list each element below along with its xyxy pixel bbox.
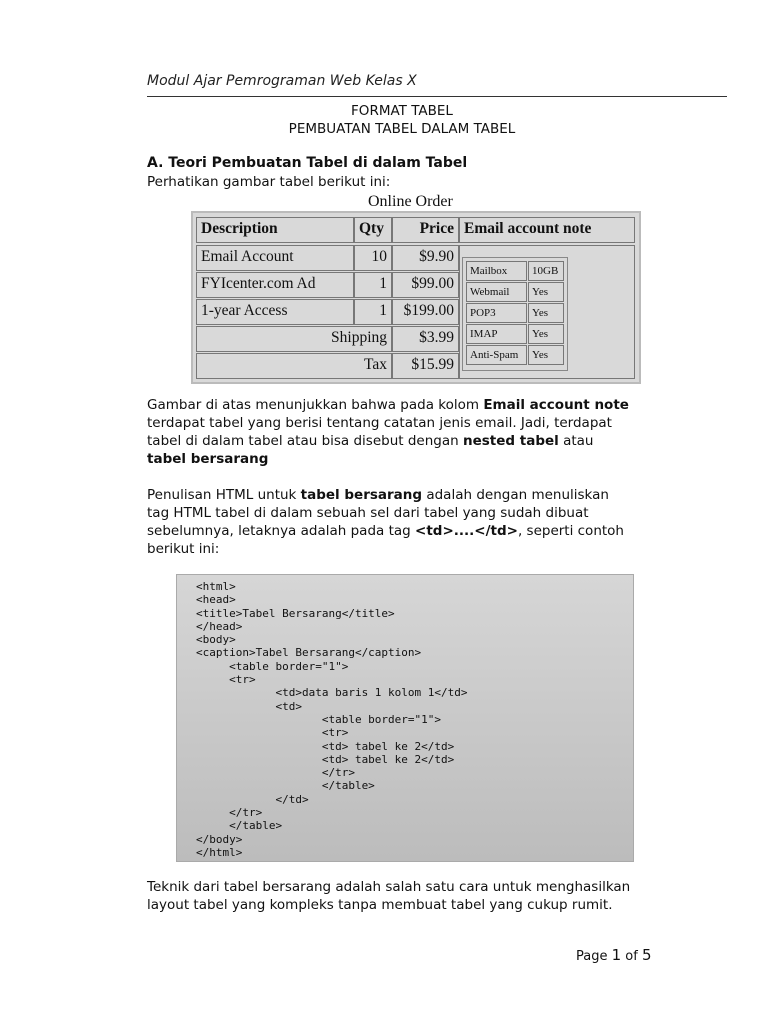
para2-text-a: Penulisan HTML untuk [147, 487, 301, 503]
col-header-description: Description [196, 217, 354, 243]
col-header-email-note: Email account note [459, 217, 635, 243]
cell-qty-2: 1 [354, 272, 392, 298]
cell-price-1: $9.90 [392, 245, 459, 271]
page-subtitle: PEMBUATAN TABEL DALAM TABEL [288, 121, 516, 137]
page-title: FORMAT TABEL [351, 103, 453, 119]
current-page: 1 [611, 946, 622, 964]
cell-shipping-value: $3.99 [392, 326, 459, 352]
para1-text-d: tabel di dalam tabel atau bisa disebut dengan [147, 433, 463, 449]
cell-qty-1: 10 [354, 245, 392, 271]
para1-bold-bersarang: tabel bersarang [147, 451, 269, 467]
document-header: Modul Ajar Pemrograman Web Kelas X [147, 73, 417, 89]
para2-bold-td-tag: <td>....</td> [415, 523, 518, 539]
paragraph-3 [147, 878, 667, 914]
cell-desc-1: Email Account [196, 245, 354, 271]
header-rule [147, 96, 727, 97]
figure-caption: Online Order [368, 193, 453, 210]
code-listing: <html> <head> <title>Tabel Bersarang</title> </head> <body> <caption>Tabel Bersarang</caption> <table border="1"> <tr> <td>data baris 1 kolom 1</td> <td> <table border="1"> <tr> <td> tabel ke 2</td> <td> tabel ke 2</td> </tr> </table> </td> </tr> </table> </body> </html> [196, 580, 468, 859]
cell-desc-2: FYIcenter.com Ad [196, 272, 354, 298]
cell-tax-label: Tax [196, 353, 392, 379]
nested-key-4: IMAP [466, 324, 527, 344]
para2-text-e: sebelumnya, letaknya adalah pada tag [147, 523, 416, 539]
para2-text-g: , seperti contoh [517, 523, 624, 539]
para3-text-a: Teknik dari tabel bersarang adalah salah satu cara untuk menghasilkan [147, 879, 631, 895]
intro-text: Perhatikan gambar tabel berikut ini: [147, 174, 391, 190]
page-prefix: Page [576, 949, 612, 964]
nested-key-5: Anti-Spam [466, 345, 527, 365]
page-number [576, 946, 652, 964]
page-of: of [621, 949, 642, 964]
nested-value-2: Yes [528, 282, 564, 302]
cell-price-2: $99.00 [392, 272, 459, 298]
cell-shipping-label: Shipping [196, 326, 392, 352]
col-header-qty: Qty [354, 217, 392, 243]
cell-tax-value: $15.99 [392, 353, 459, 379]
nested-key-2: Webmail [466, 282, 527, 302]
nested-table [462, 257, 568, 371]
cell-price-3: $199.00 [392, 299, 459, 325]
cell-qty-3: 1 [354, 299, 392, 325]
total-pages: 5 [641, 946, 652, 964]
nested-value-5: Yes [528, 345, 564, 365]
nested-value-1: 10GB [528, 261, 564, 281]
para1-bold-email-note: Email account note [483, 397, 629, 413]
section-heading: A. Teori Pembuatan Tabel di dalam Tabel [147, 155, 468, 171]
para1-text-c: terdapat tabel yang berisi tentang catatan jenis email. Jadi, terdapat [147, 415, 612, 431]
paragraph-1 [147, 396, 667, 468]
para2-text-c: adalah dengan menuliskan [422, 487, 609, 503]
online-order-figure [191, 211, 641, 384]
para2-text-h: berikut ini: [147, 541, 220, 557]
para2-text-d: tag HTML tabel di dalam sebuah sel dari tabel yang sudah dibuat [147, 505, 589, 521]
nested-value-3: Yes [528, 303, 564, 323]
para1-bold-nested: nested tabel [462, 433, 559, 449]
col-header-price: Price [392, 217, 459, 243]
para2-bold-bersarang: tabel bersarang [300, 487, 423, 503]
para3-text-b: layout tabel yang kompleks tanpa membuat tabel yang cukup rumit. [147, 897, 613, 913]
nested-key-1: Mailbox [466, 261, 527, 281]
code-block [176, 574, 634, 862]
para1-text-a: Gambar di atas menunjukkan bahwa pada kolom [147, 397, 484, 413]
nested-value-4: Yes [528, 324, 564, 344]
paragraph-2 [147, 486, 667, 558]
para1-text-f: atau [558, 433, 594, 449]
cell-desc-3: 1-year Access [196, 299, 354, 325]
nested-key-3: POP3 [466, 303, 527, 323]
